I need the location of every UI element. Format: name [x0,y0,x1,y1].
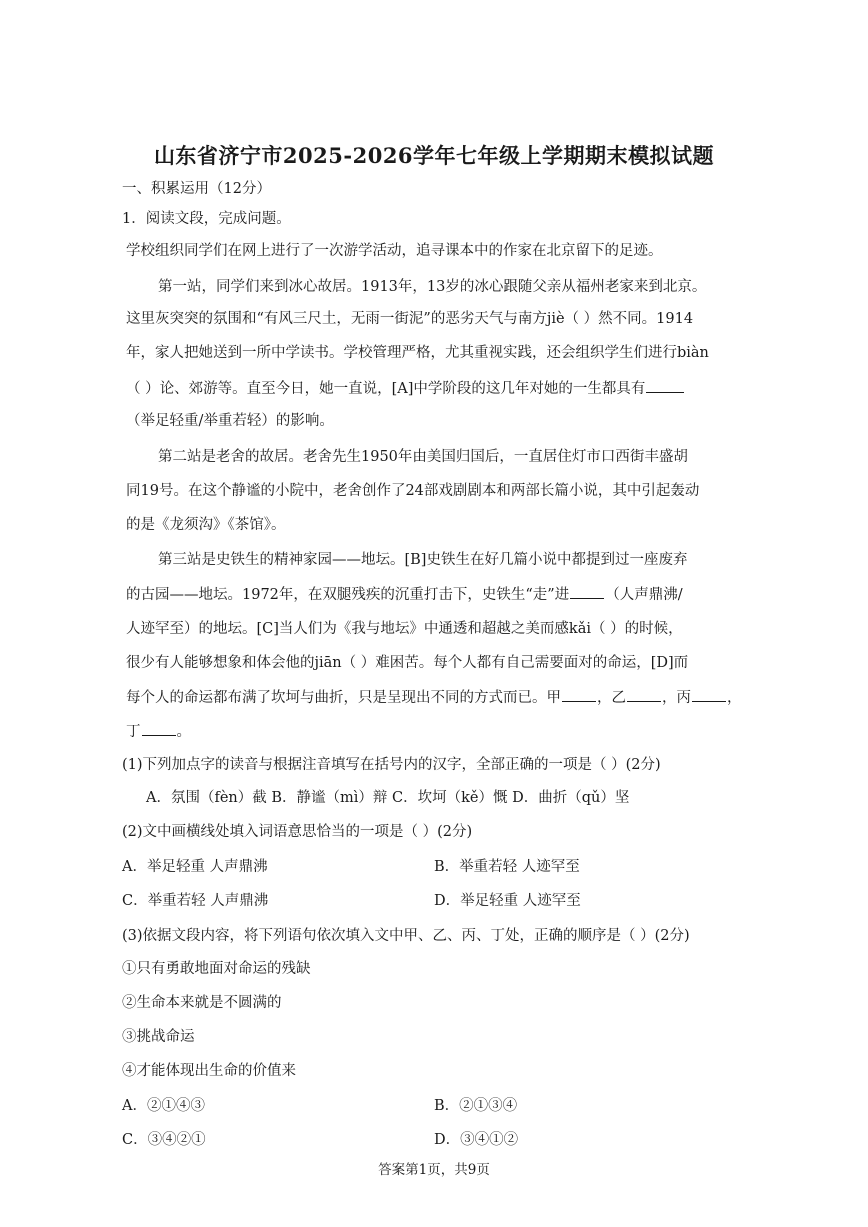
option-b: B．②①③④ [434,1098,518,1114]
passage-p3-line3: 人迹罕至）的地坛。[C]当人们为《我与地坛》中通透和超越之美而感kǎi（ ）的时候， [126,621,683,637]
fill-blank [646,377,684,393]
q1-3-row2 [122,1129,742,1151]
q1-3-row1 [122,1095,742,1117]
q1-1-stem: (1)下列加点字的读音与根据注音填写在括号内的汉字，全部正确的一项是（ ）(2分) [122,757,661,773]
q1-3-sentence-3: ③挑战命运 [122,1029,195,1045]
passage-p1-line4 [126,377,746,400]
q1-2-stem: (2)文中画横线处填入词语意思恰当的一项是（ ）(2分) [122,824,473,840]
option-a: A．②①④③ [122,1098,205,1114]
passage-p1-line3: 年，家人把她送到一所中学读书。学校管理严格，尤其重视实践，还会组织学生们进行biàn [126,345,709,361]
passage-text: ，乙 [597,690,626,706]
paragraph-intro: 学校组织同学们在网上进行了一次游学活动，追寻课本中的作家在北京留下的足迹。 [126,243,663,259]
blank-bing [692,686,726,702]
option-c: C．举重若轻 人声鼎沸 [122,893,269,909]
passage-p2-line2: 同19号。在这个静谧的小院中，老舍创作了24部戏剧剧本和两部长篇小说，其中引起轰动 [126,483,700,499]
option-b: B．举重若轻 人迹罕至 [434,859,580,875]
passage-p1-line1: 第一站，同学们来到冰心故居。1913年，13岁的冰心跟随父亲从福州老家来到北京。 [158,279,707,295]
question-intro: 1．阅读文段，完成问题。 [122,211,291,227]
passage-p3-line5 [126,686,746,709]
page-title: 山东省济宁市2025-2026学年七年级上学期期末模拟试题 [153,143,715,168]
passage-text: ，丙 [662,690,691,706]
passage-text: （人声鼎沸/ [605,587,683,603]
passage-p3-line4: 很少有人能够想象和体会他的jiān（ ）难困苦。每个人都有自己需要面对的命运，[D]而 [126,655,689,671]
option-c: C．③④②① [122,1132,206,1148]
passage-p1-line2: 这里灰突突的氛围和“有风三尺土，无雨一街泥”的恶劣天气与南方jiè（ ）然不同。1914 [126,311,694,327]
option-a: A．举足轻重 人声鼎沸 [122,859,268,875]
passage-p3-line6 [126,720,746,743]
q1-1-options: A．氛围（fèn）截 B．静谧（mì）辩 C．坎坷（kě）慨 D．曲折（qǔ）坚 [146,790,630,806]
fill-blank [570,583,604,599]
blank-yi [627,686,661,702]
q1-2-row1 [122,856,742,878]
blank-jia [562,686,596,702]
passage-text: 每个人的命运都布满了坎坷与曲折，只是呈现出不同的方式而已。甲 [126,690,561,706]
q1-2-row2 [122,890,742,912]
passage-p3-line1: 第三站是史铁生的精神家园——地坛。[B]史铁生在好几篇小说中都提到过一座废弃 [158,552,688,568]
q1-3-sentence-2: ②生命本来就是不圆满的 [122,995,282,1011]
q1-3-stem: (3)依据文段内容，将下列语句依次填入文中甲、乙、丙、丁处，正确的顺序是（ ）(2分) [122,928,690,944]
passage-text: ， [727,690,742,706]
blank-ding [142,720,176,736]
q1-3-sentence-4: ④才能体现出生命的价值来 [122,1063,296,1079]
passage-text: 的古园——地坛。1972年，在双腿残疾的沉重打击下，史铁生“走”进 [126,587,570,603]
passage-text: （ ）论、郊游等。直至今日，她一直说，[A]中学阶段的这几年对她的一生都具有 [126,381,646,397]
passage-p3-line2 [126,583,746,606]
passage-p2-line1: 第二站是老舍的故居。老舍先生1950年由美国归国后，一直居住灯市口西街丰盛胡 [158,449,688,465]
option-d: D．③④①② [434,1132,519,1148]
passage-p2-line3: 的是《龙须沟》《茶馆》。 [126,517,286,533]
section-heading: 一、积累运用（12分） [122,181,271,197]
passage-text: 。 [176,724,191,740]
passage-p1-line5: （举足轻重/举重若轻）的影响。 [126,413,334,429]
q1-3-sentence-1: ①只有勇敢地面对命运的残缺 [122,961,311,977]
page-footer: 答案第1页，共9页 [378,1162,490,1178]
option-d: D．举足轻重 人迹罕至 [434,893,581,909]
passage-text: 丁 [126,724,141,740]
